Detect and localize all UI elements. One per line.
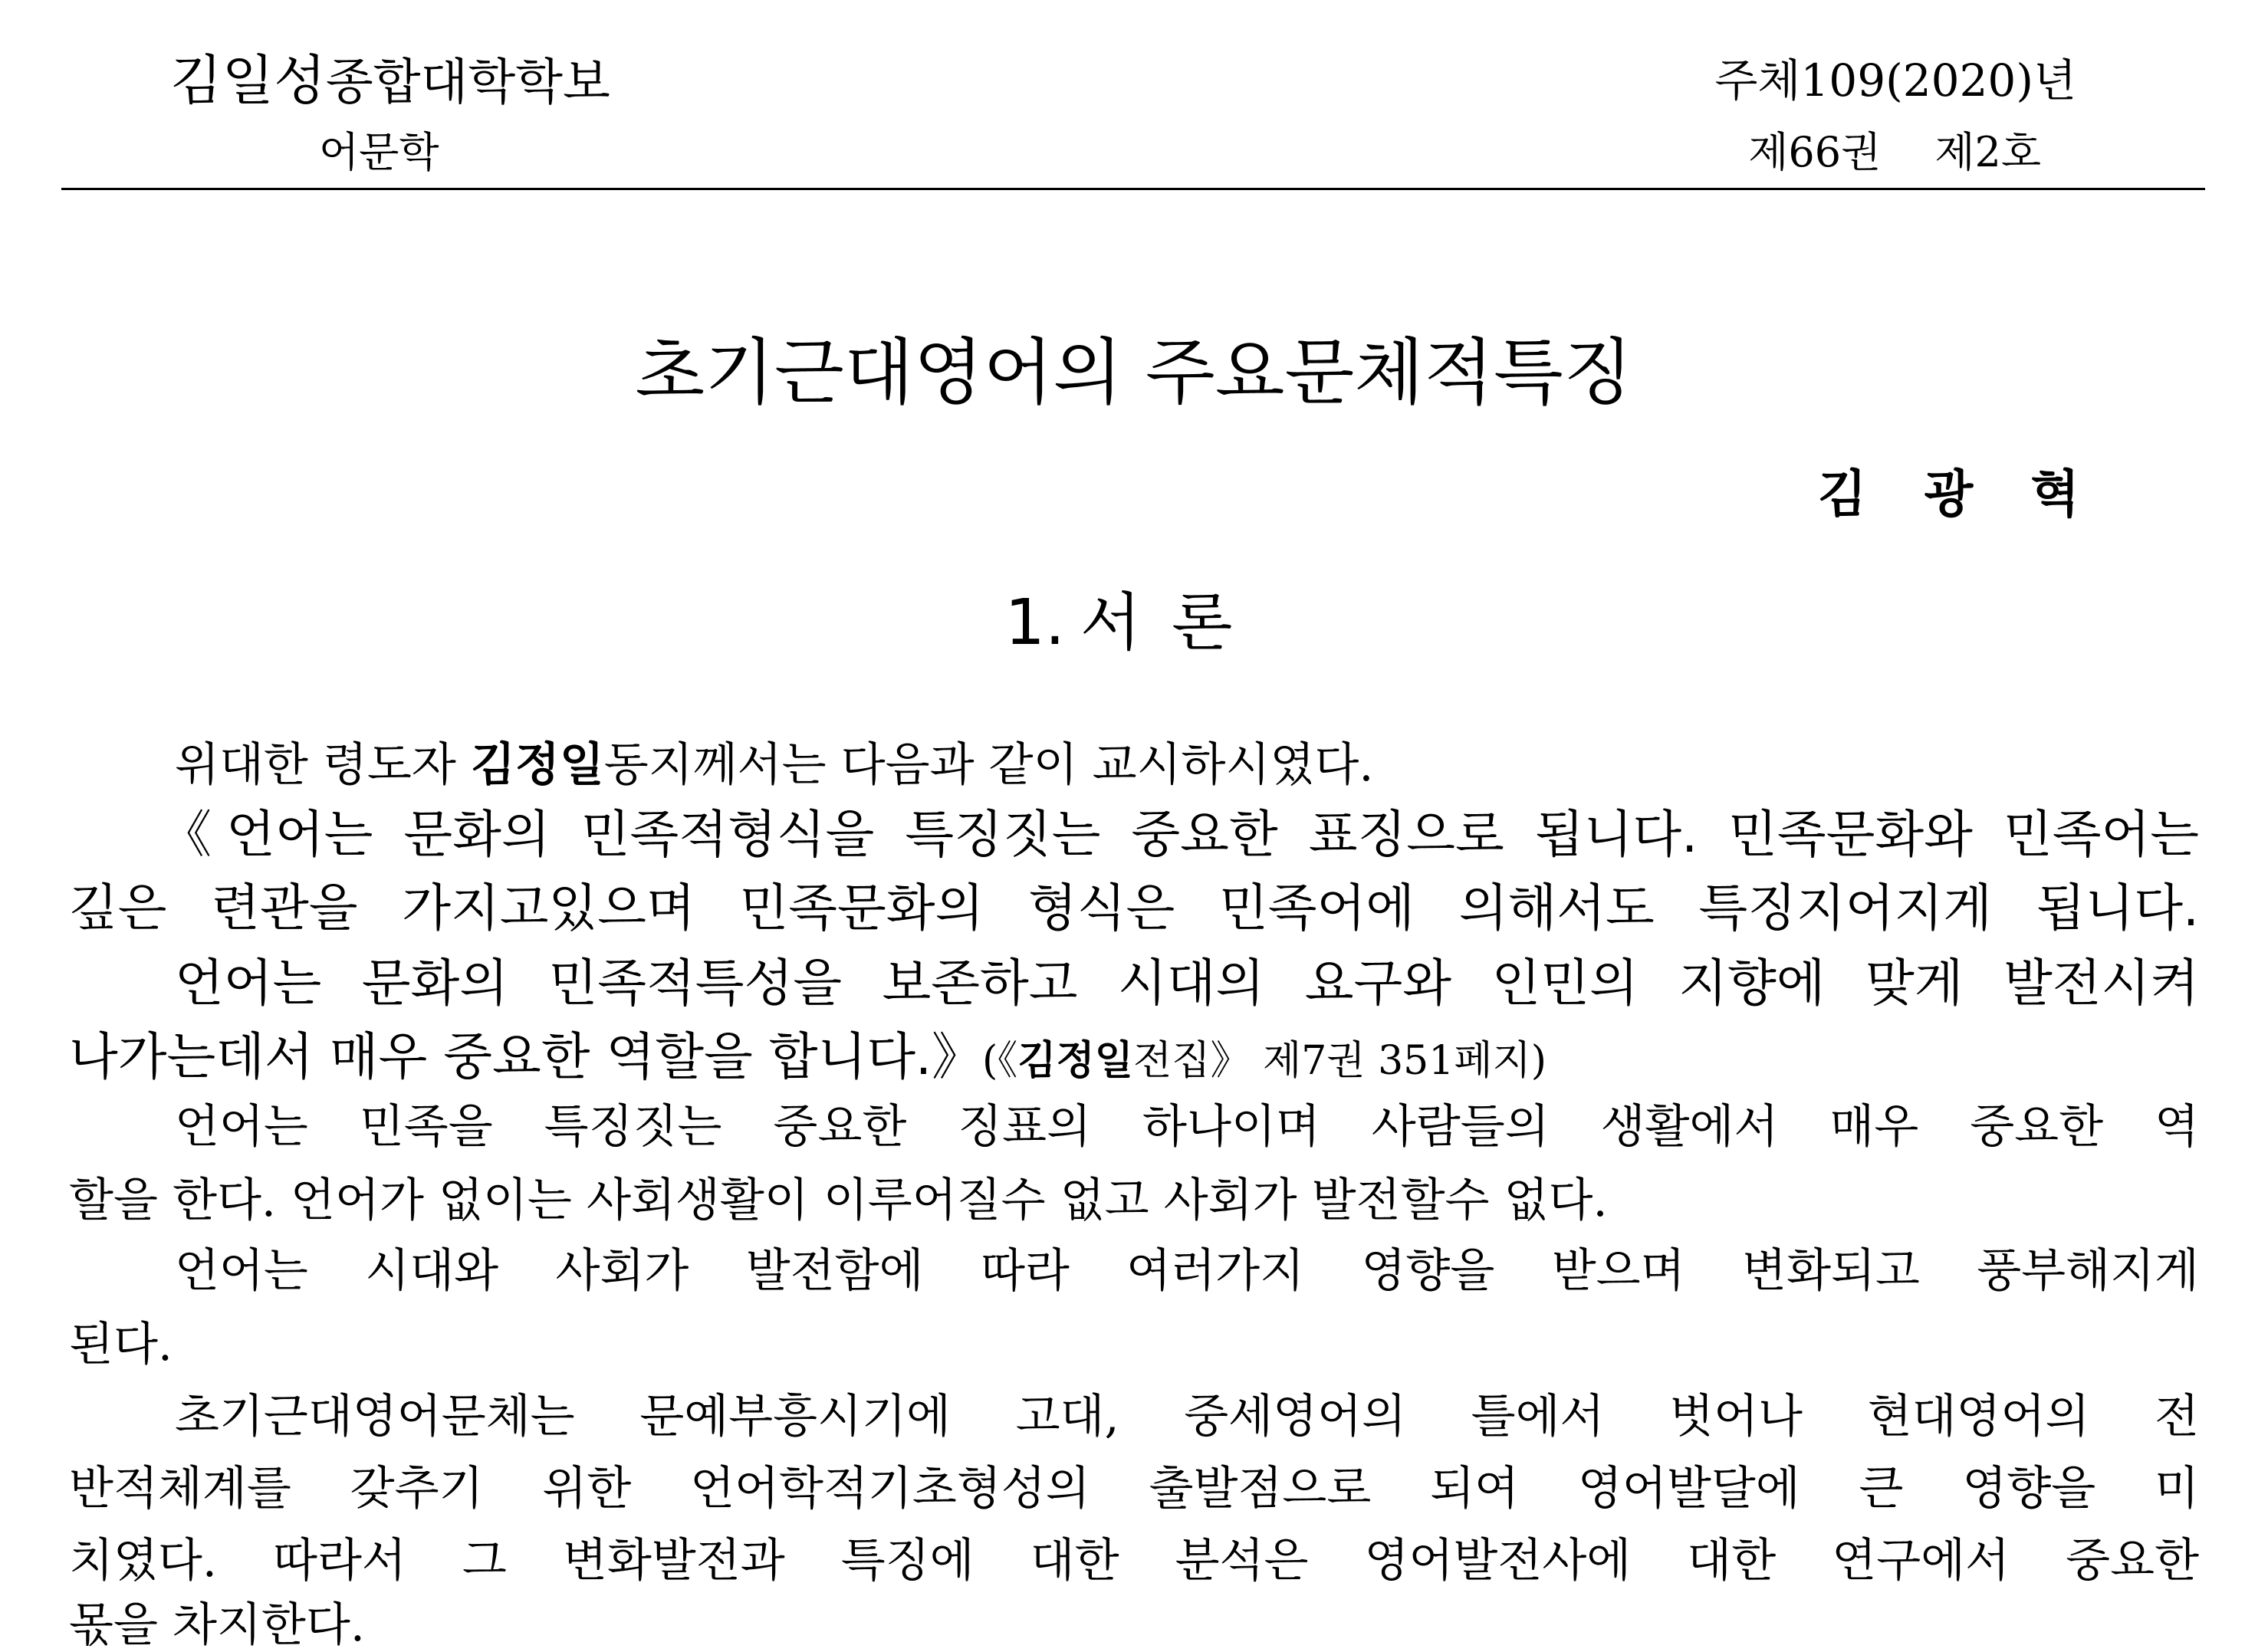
intro-line — [69, 738, 2199, 792]
paragraph-line: 언어는 시대와 사회가 발전함에 따라 여러가지 영향을 받으며 변화되고 풍부해지게 — [175, 1244, 2199, 1298]
paragraph-line: 된다. — [69, 1318, 173, 1371]
issue-number: 제2호 — [1934, 128, 2041, 176]
quote-line — [69, 1027, 2199, 1086]
citation-rest: 전집》 제7권 351페지) — [1133, 1038, 1547, 1084]
paragraph-line: 몫을 차지한다. — [69, 1598, 365, 1652]
quote-line: 언어는 문화의 민족적특성을 보존하고 시대의 요구와 인민의 지향에 맞게 발전시켜 — [175, 954, 2199, 1013]
paragraph-line: 초기근대영어문체는 문예부흥시기에 고대, 중세영어의 틀에서 벗어나 현대영어의 전 — [175, 1390, 2199, 1443]
author-name: 김 광 혁 — [1817, 465, 2099, 524]
intro-text-b: 동지께서는 다음과 같이 교시하시였다. — [603, 738, 1374, 792]
journal-title — [170, 49, 610, 112]
journal-section: 어문학 — [319, 128, 439, 176]
citation-open: (《 — [982, 1038, 1018, 1084]
citation-name: 김정일 — [1017, 1038, 1133, 1084]
section-title: 서론 — [1080, 586, 1264, 659]
volume-number: 제66권 — [1748, 128, 1882, 176]
volume-issue — [1748, 128, 2041, 176]
journal-title-lead: 김일성 — [170, 49, 326, 112]
citation — [982, 1038, 1547, 1084]
paper-title: 초기근대영어의 주요문체적특징 — [635, 331, 1633, 415]
intro-text-a: 위대한 령도자 — [175, 738, 471, 792]
section-heading — [0, 586, 2268, 659]
journal-title-rest: 종합대학학보 — [325, 54, 610, 111]
header-divider — [61, 188, 2205, 190]
quote-line: 깊은 련관을 가지고있으며 민족문화의 형식은 민족어에 의해서도 특징지어지게 됩니다. — [69, 879, 2199, 938]
publication-year: 주체109(2020)년 — [1714, 54, 2076, 107]
section-number: 1. — [1004, 586, 1065, 659]
quote-text: 나가는데서 매우 중요한 역할을 합니다.》 — [69, 1027, 982, 1086]
paragraph-line: 치였다. 따라서 그 변화발전과 특징에 대한 분석은 영어발전사에 대한 연구에서 중요한 — [69, 1534, 2199, 1588]
paragraph-line: 언어는 민족을 특징짓는 중요한 징표의 하나이며 사람들의 생활에서 매우 중요한 역 — [175, 1100, 2199, 1154]
quote-line: 《언어는 문화의 민족적형식을 특징짓는 중요한 표징으로 됩니다. 민족문화와 민족어는 — [161, 805, 2199, 864]
paragraph-line: 반적체계를 갖추기 위한 언어학적기초형성의 출발점으로 되여 영어발달에 큰 영향을 미 — [69, 1462, 2199, 1516]
paragraph-line: 할을 한다. 언어가 없이는 사회생활이 이루어질수 없고 사회가 발전할수 없다. — [69, 1174, 1608, 1227]
leader-name: 김정일 — [470, 738, 604, 792]
